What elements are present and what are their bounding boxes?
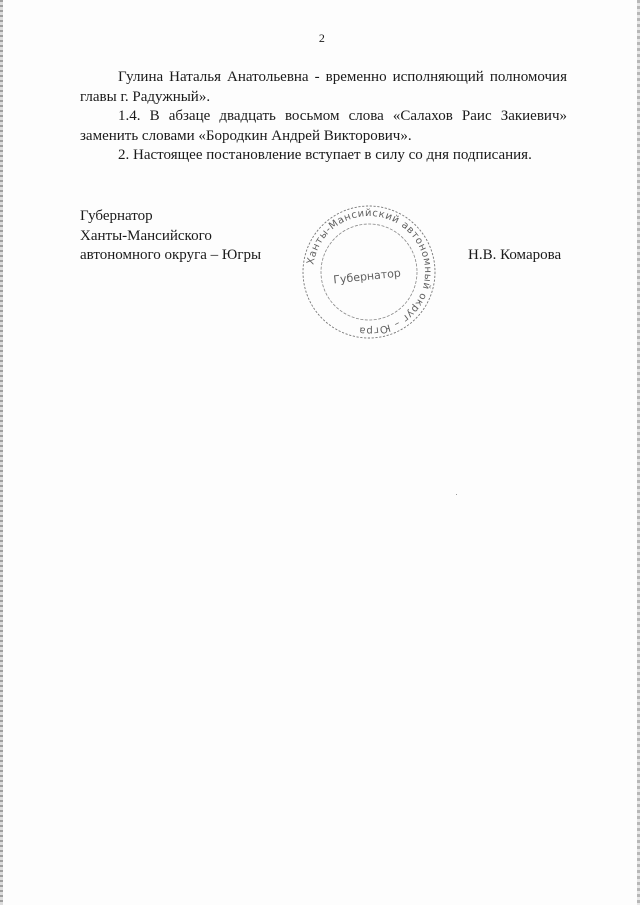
seal-center-text: Губернатор (332, 266, 402, 287)
paragraph-3: 2. Настоящее постановление вступает в силу со дня подписания. (118, 147, 532, 163)
paragraph-2: 1.4. В абзаце двадцать восьмом слова «Салахов Раис Закиевич» заменить словами «Бородкин Андрей Викторович». (80, 108, 567, 144)
body-text (80, 68, 567, 166)
official-seal (299, 202, 439, 342)
signatory-title-line-1: Губернатор (80, 208, 153, 224)
signatory-name: Н.В. Комарова (468, 247, 562, 263)
scan-speck (456, 494, 457, 495)
scan-edge-left (0, 0, 3, 905)
seal-ring-text: Ханты-Мансийский автономный округ – Югра (305, 207, 434, 337)
signatory-title-line-3: автономного округа – Югры (80, 247, 262, 263)
signatory-title-line-2: Ханты-Мансийского (80, 227, 212, 244)
paragraph-1: Гулина Наталья Анатольевна - временно исполняющий полномочия главы г. Радужный». (80, 69, 567, 105)
page-number: 2 (318, 31, 326, 45)
signatory-title (80, 207, 280, 266)
